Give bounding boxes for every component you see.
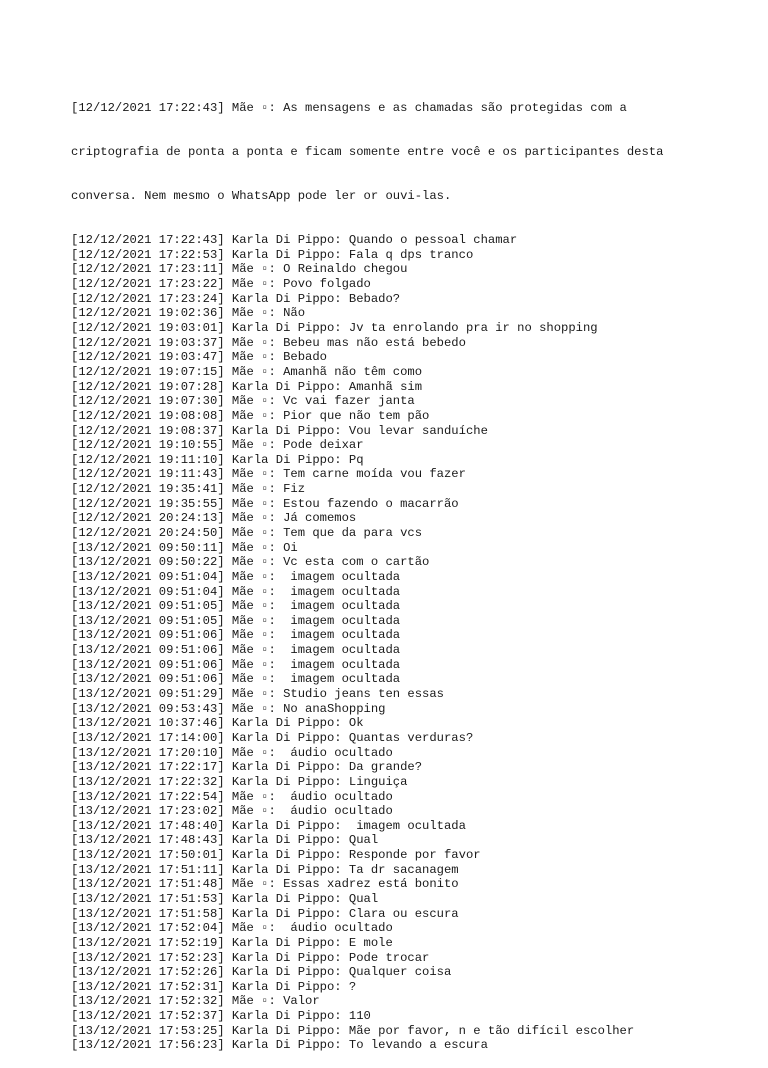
message-line: [13/12/2021 17:22:17] Karla Di Pippo: Da grande?	[71, 760, 423, 775]
message-line: [13/12/2021 17:50:01] Karla Di Pippo: Responde por favor	[71, 848, 481, 863]
message-line: [13/12/2021 09:51:05] Mãe ▫: imagem ocultada	[71, 599, 401, 614]
message-line: [13/12/2021 09:50:22] Mãe ▫: Vc esta com o cartão	[71, 555, 430, 570]
message-line: [13/12/2021 17:52:37] Karla Di Pippo: 110	[71, 1009, 371, 1024]
message-line: [12/12/2021 20:24:13] Mãe ▫: Já comemos	[71, 511, 357, 526]
message-line: [13/12/2021 17:51:58] Karla Di Pippo: Clara ou escura	[71, 906, 459, 921]
message-line: [12/12/2021 19:03:47] Mãe ▫: Bebado	[71, 350, 327, 365]
message-line: [13/12/2021 09:50:11] Mãe ▫: Oi	[71, 540, 298, 555]
message-line: [13/12/2021 09:51:04] Mãe ▫: imagem ocultada	[71, 584, 401, 599]
message-line: [13/12/2021 17:52:04] Mãe ▫: áudio ocultado	[71, 921, 393, 936]
message-line: [12/12/2021 19:07:28] Karla Di Pippo: Amanhã sim	[71, 379, 423, 394]
message-line: [13/12/2021 17:51:11] Karla Di Pippo: Ta dr sacanagem	[71, 862, 459, 877]
message-line: [13/12/2021 17:51:48] Mãe ▫: Essas xadrez está bonito	[71, 877, 459, 892]
message-line: [12/12/2021 17:22:43] Karla Di Pippo: Quando o pessoal chamar	[71, 233, 518, 248]
message-line: [12/12/2021 19:07:30] Mãe ▫: Vc vai fazer janta	[71, 394, 415, 409]
chat-transcript	[71, 72, 691, 1068]
message-line: [13/12/2021 17:48:40] Karla Di Pippo: imagem ocultada	[71, 818, 466, 833]
message-line: [12/12/2021 19:08:37] Karla Di Pippo: Vou levar sanduíche	[71, 423, 488, 438]
message-line: [13/12/2021 09:51:06] Mãe ▫: imagem ocultada	[71, 657, 401, 672]
message-line: [12/12/2021 19:07:15] Mãe ▫: Amanhã não têm como	[71, 364, 423, 379]
message-line: [13/12/2021 17:48:43] Karla Di Pippo: Qual	[71, 833, 379, 848]
message-line: [12/12/2021 17:23:22] Mãe ▫: Povo folgado	[71, 277, 371, 292]
message-line: [13/12/2021 17:23:02] Mãe ▫: áudio ocultado	[71, 804, 393, 819]
message-line: [12/12/2021 19:02:36] Mãe ▫: Não	[71, 306, 306, 321]
message-line: [13/12/2021 09:53:43] Mãe ▫: No anaShopping	[71, 701, 386, 716]
message-line: [13/12/2021 17:52:19] Karla Di Pippo: E mole	[71, 935, 393, 950]
message-line: [13/12/2021 09:51:06] Mãe ▫: imagem ocultada	[71, 672, 401, 687]
message-line: [13/12/2021 17:52:32] Mãe ▫: Valor	[71, 994, 320, 1009]
message-line: [13/12/2021 09:51:05] Mãe ▫: imagem ocultada	[71, 613, 401, 628]
message-line: [13/12/2021 17:52:26] Karla Di Pippo: Qualquer coisa	[71, 965, 452, 980]
message-line: [12/12/2021 17:23:24] Karla Di Pippo: Bebado?	[71, 291, 401, 306]
message-line: [12/12/2021 20:24:50] Mãe ▫: Tem que da para vcs	[71, 525, 423, 540]
message-line: [13/12/2021 09:51:06] Mãe ▫: imagem ocultada	[71, 643, 401, 658]
message-line: [12/12/2021 19:10:55] Mãe ▫: Pode deixar	[71, 438, 364, 453]
message-line: [13/12/2021 09:51:29] Mãe ▫: Studio jeans ten essas	[71, 687, 444, 702]
intro-line: criptografia de ponta a ponta e ficam somente entre você e os participantes desta	[71, 145, 664, 160]
message-line: [13/12/2021 17:52:31] Karla Di Pippo: ?	[71, 979, 357, 994]
message-line: [12/12/2021 19:08:08] Mãe ▫: Pior que não tem pão	[71, 408, 430, 423]
message-line: [13/12/2021 17:14:00] Karla Di Pippo: Quantas verduras?	[71, 730, 474, 745]
message-line: [13/12/2021 17:52:23] Karla Di Pippo: Pode trocar	[71, 950, 430, 965]
message-line: [12/12/2021 19:35:55] Mãe ▫: Estou fazendo o macarrão	[71, 496, 459, 511]
message-line: [12/12/2021 19:11:43] Mãe ▫: Tem carne moída vou fazer	[71, 467, 466, 482]
intro-line: [12/12/2021 17:22:43] Mãe ▫: As mensagens e as chamadas são protegidas com a	[71, 101, 627, 116]
message-line: [13/12/2021 17:56:23] Karla Di Pippo: To levando a escura	[71, 1038, 488, 1053]
message-line: [12/12/2021 19:35:41] Mãe ▫: Fiz	[71, 482, 306, 497]
message-line: [13/12/2021 17:22:54] Mãe ▫: áudio ocultado	[71, 789, 393, 804]
message-line: [12/12/2021 19:03:37] Mãe ▫: Bebeu mas não está bebedo	[71, 335, 466, 350]
message-line: [12/12/2021 17:23:11] Mãe ▫: O Reinaldo chegou	[71, 262, 408, 277]
message-line: [13/12/2021 10:37:46] Karla Di Pippo: Ok	[71, 716, 364, 731]
message-list	[71, 233, 691, 1053]
message-line: [12/12/2021 17:22:53] Karla Di Pippo: Fala q dps tranco	[71, 247, 474, 262]
message-line: [13/12/2021 17:51:53] Karla Di Pippo: Qual	[71, 892, 379, 906]
message-line: [12/12/2021 19:11:10] Karla Di Pippo: Pq	[71, 452, 364, 467]
message-line: [13/12/2021 17:22:32] Karla Di Pippo: Linguiça	[71, 774, 408, 789]
message-line: [13/12/2021 09:51:06] Mãe ▫: imagem ocultada	[71, 628, 401, 643]
message-line: [13/12/2021 17:53:25] Karla Di Pippo: Mãe por favor, n e tão difícil escolher	[71, 1023, 635, 1038]
message-line: [12/12/2021 19:03:01] Karla Di Pippo: Jv ta enrolando pra ir no shopping	[71, 321, 598, 336]
message-line: [13/12/2021 17:20:10] Mãe ▫: áudio ocultado	[71, 745, 393, 760]
intro-line: conversa. Nem mesmo o WhatsApp pode ler or ouvi-las.	[71, 189, 452, 204]
message-line: [13/12/2021 09:51:04] Mãe ▫: imagem ocultada	[71, 569, 401, 584]
